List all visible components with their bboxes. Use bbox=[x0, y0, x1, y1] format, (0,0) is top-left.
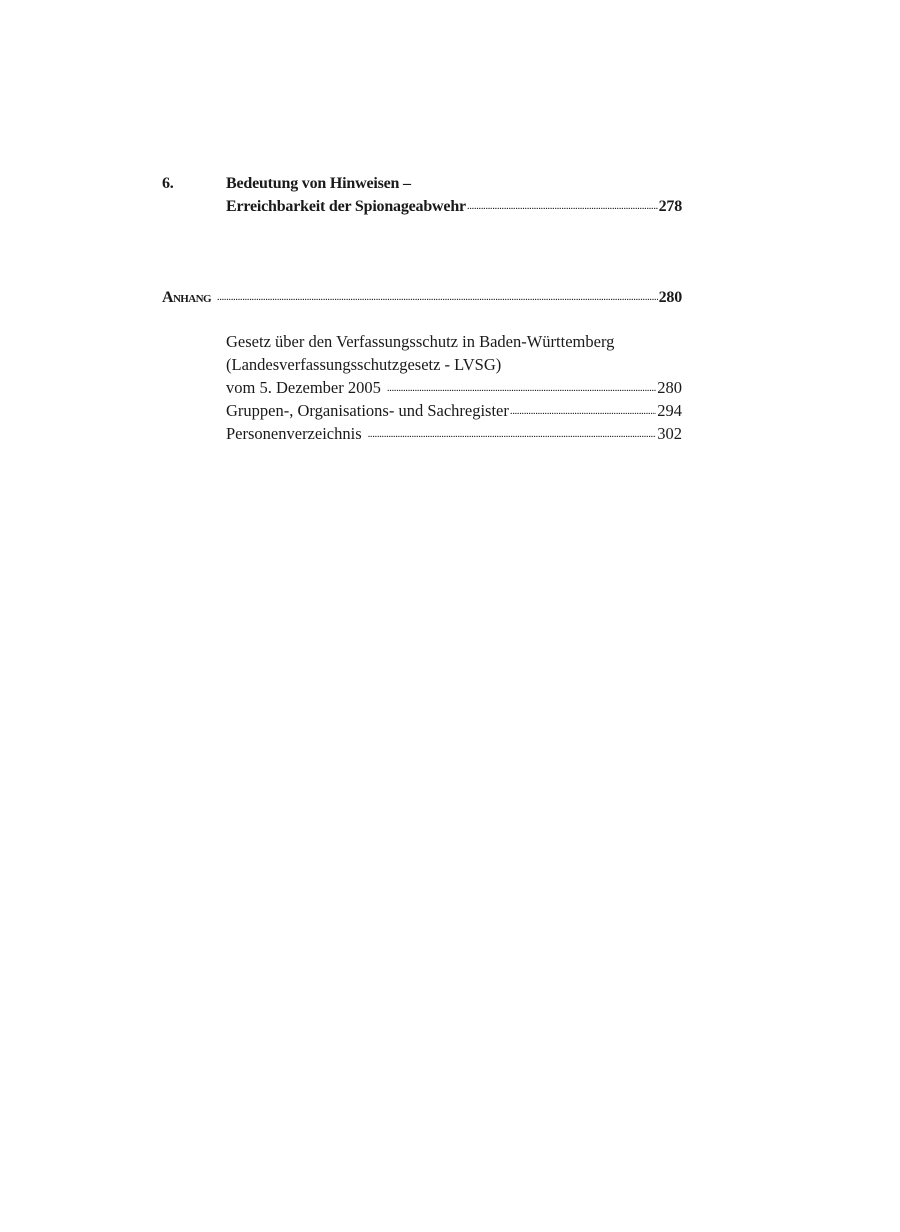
entry-number: 6. bbox=[162, 175, 174, 192]
toc-entry-6 bbox=[162, 172, 682, 218]
page-number: 280 bbox=[657, 378, 682, 397]
item-title: Gruppen-, Organisations- und Sachregister bbox=[226, 401, 509, 420]
appendix-items bbox=[226, 330, 682, 445]
page-number: 294 bbox=[657, 401, 682, 420]
dot-leader bbox=[510, 406, 656, 417]
item-line: vom 5. Dezember 2005 bbox=[226, 378, 381, 397]
entry-title-line-2 bbox=[226, 195, 682, 218]
page-number: 280 bbox=[658, 289, 682, 306]
entry-title: Bedeutung von Hinweisen – bbox=[226, 175, 411, 192]
item-line: (Landesverfassungsschutzgesetz - LVSG) bbox=[226, 355, 502, 374]
dot-leader bbox=[387, 383, 656, 394]
item-line: Gesetz über den Verfassungsschutz in Baden-Württemberg bbox=[226, 332, 615, 351]
dot-leader bbox=[368, 429, 657, 440]
dot-leader bbox=[467, 201, 658, 212]
dot-leader bbox=[217, 292, 658, 303]
entry-title-line-1 bbox=[226, 172, 682, 195]
entry-subtitle: Erreichbarkeit der Spionageabwehr bbox=[226, 198, 466, 215]
page-number: 302 bbox=[657, 424, 682, 443]
page-number: 278 bbox=[658, 198, 682, 215]
appendix-item-register bbox=[226, 399, 682, 422]
appendix-item-law bbox=[226, 330, 682, 399]
item-line-with-page bbox=[226, 376, 682, 399]
appendix-item-persons bbox=[226, 422, 682, 445]
appendix-heading-row bbox=[162, 286, 682, 309]
item-title: Personenverzeichnis bbox=[226, 424, 362, 443]
appendix-heading: Anhang bbox=[162, 289, 211, 306]
